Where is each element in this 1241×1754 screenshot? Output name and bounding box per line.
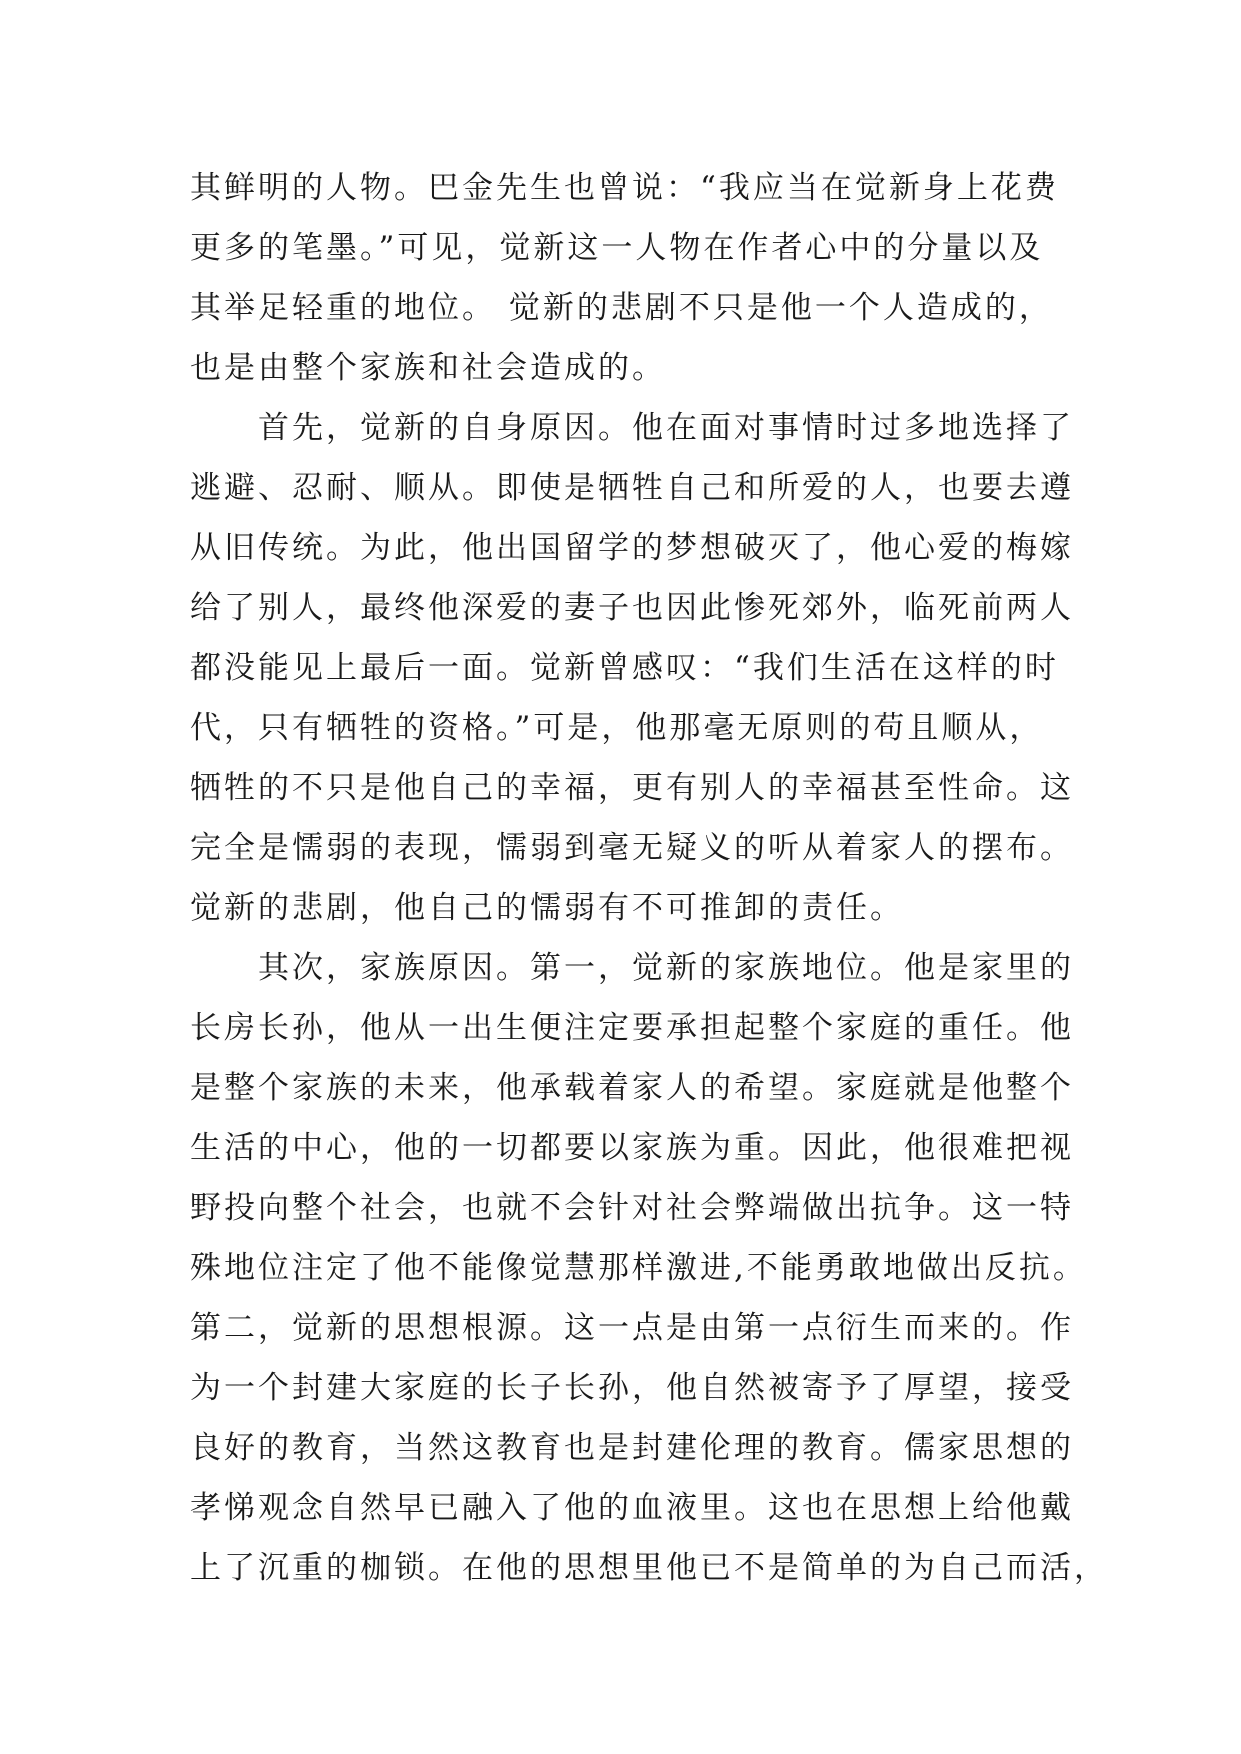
text-line: 逃避、忍耐、顺从。即使是牺牲自己和所爱的人，也要去遵 (190, 470, 1074, 506)
text-line: 其举足轻重的地位。 觉新的悲剧不只是他一个人造成的， (190, 290, 1053, 326)
text-line: 长房长孙，他从一出生便注定要承担起整个家庭的重任。他 (190, 1010, 1074, 1046)
text-line: 给了别人，最终他深爱的妻子也因此惨死郊外，临死前两人 (190, 590, 1074, 626)
text-line: 更多的笔墨。”可见，觉新这一人物在作者心中的分量以及 (190, 230, 1044, 266)
text-line: 完全是懦弱的表现，懦弱到毫无疑义的听从着家人的摆布。 (190, 830, 1074, 866)
text-line: 是整个家族的未来，他承载着家人的希望。家庭就是他整个 (190, 1070, 1074, 1106)
text-line: 也是由整个家族和社会造成的。 (190, 350, 666, 386)
text-line: 为一个封建大家庭的长子长孙，他自然被寄予了厚望，接受 (190, 1370, 1074, 1406)
text-line: 第二，觉新的思想根源。这一点是由第一点衍生而来的。作 (190, 1310, 1074, 1346)
text-line: 觉新的悲剧，他自己的懦弱有不可推卸的责任。 (190, 890, 904, 926)
text-line: 代，只有牺牲的资格。”可是，他那毫无原则的苟且顺从， (190, 710, 1044, 746)
text-line: 上了沉重的枷锁。在他的思想里他已不是简单的为自己而活， (190, 1550, 1108, 1586)
text-line: 其鲜明的人物。巴金先生也曾说：“我应当在觉新身上花费 (190, 170, 1059, 206)
body-text (190, 158, 1108, 1598)
text-line: 良好的教育，当然这教育也是封建伦理的教育。儒家思想的 (190, 1430, 1074, 1466)
text-line: 孝悌观念自然早已融入了他的血液里。这也在思想上给他戴 (190, 1490, 1074, 1526)
text-line: 其次，家族原因。第一，觉新的家族地位。他是家里的 (258, 950, 1074, 986)
text-line: 首先，觉新的自身原因。他在面对事情时过多地选择了 (258, 410, 1074, 446)
text-line: 都没能见上最后一面。觉新曾感叹：“我们生活在这样的时 (190, 650, 1059, 686)
text-line: 生活的中心，他的一切都要以家族为重。因此，他很难把视 (190, 1130, 1074, 1166)
text-line: 野投向整个社会，也就不会针对社会弊端做出抗争。这一特 (190, 1190, 1074, 1226)
text-line: 从旧传统。为此，他出国留学的梦想破灭了，他心爱的梅嫁 (190, 530, 1074, 566)
text-line: 殊地位注定了他不能像觉慧那样激进,不能勇敢地做出反抗。 (190, 1250, 1087, 1286)
text-line: 牺牲的不只是他自己的幸福，更有别人的幸福甚至性命。这 (190, 770, 1074, 806)
